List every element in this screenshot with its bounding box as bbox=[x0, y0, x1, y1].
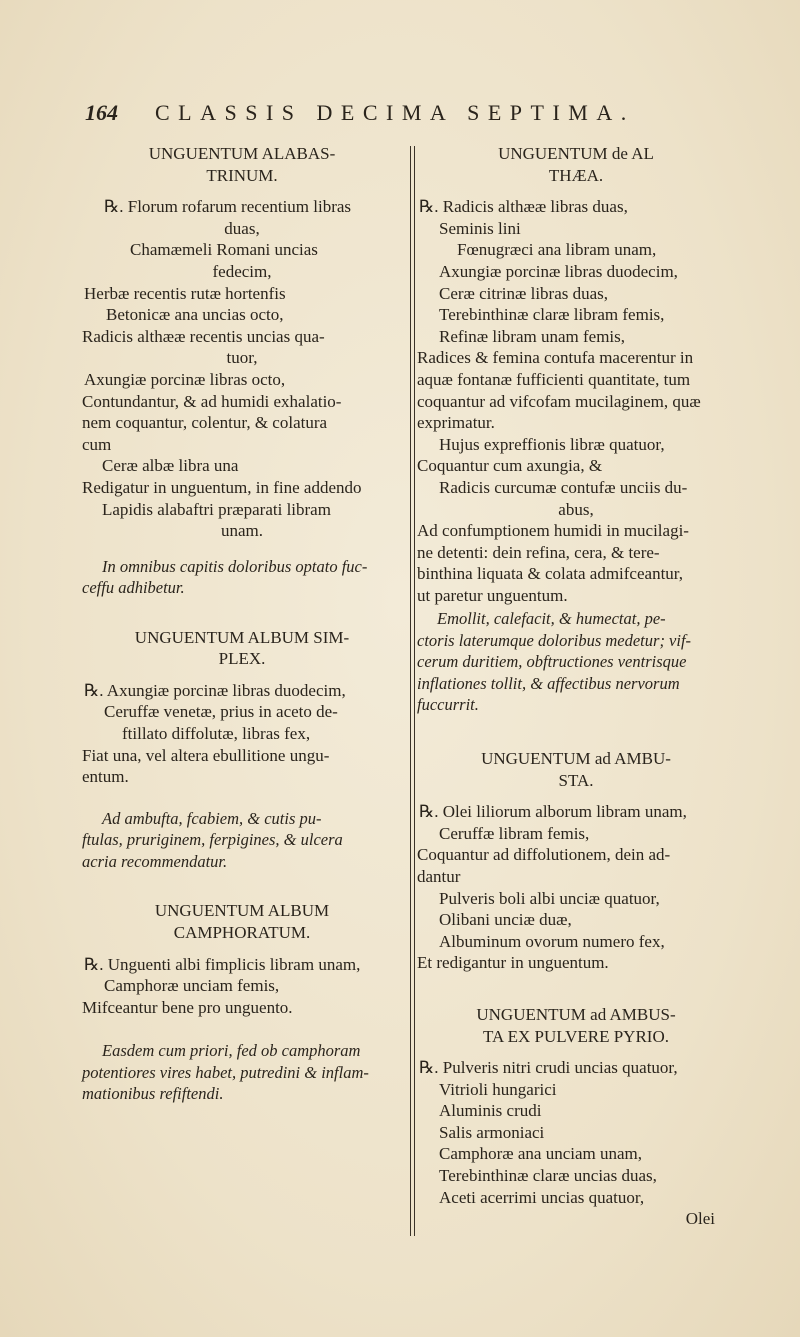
column-divider-line bbox=[410, 146, 411, 1236]
note-album-simplex: Ad ambufta, fcabiem, & cutis pu- ftulas, pruriginem, ferpigines, & ulcera acria recommendatur. bbox=[82, 808, 343, 871]
section-heading-ad-ambusta: UNGUENTUM ad AMBU- STA. bbox=[481, 748, 671, 790]
recipe-album-simplex: ℞. Axungiæ porcinæ libras duodecim, Ceruffæ venetæ, prius in aceto de- ftillato diffolutæ, libras fex, Fiat una, vel altera ebullitione ungu- entum. bbox=[82, 680, 346, 787]
note-alabastrinum: In omnibus capitis doloribus optato fuc- ceffu adhibetur. bbox=[82, 556, 368, 598]
note-album-camphoratum: Easdem cum priori, fed ob camphoram potentiores vires habet, putredini & inflam- mationibus refiftendi. bbox=[82, 1041, 369, 1104]
recipe-alabastrinum: ℞. Florum rofarum recentium libras duas, Chamæmeli Romani uncias fedecim, Herbæ recentis rutæ hortenfis Betonicæ ana uncias octo, Radicis althææ recentis uncias qua- tuor, Axungiæ porcinæ libras octo, Contundantur, & ad humidi exhalatio- nem coquantur, colentur, & colatura cum Ceræ albæ libra una Redigatur in unguentum, in fine addendo Lapidis alabaftri præparati libram unam. bbox=[82, 197, 362, 541]
section-heading-album-camphoratum: UNGUENTUM ALBUM CAMPHORATUM. bbox=[154, 901, 330, 942]
right-column bbox=[417, 143, 735, 1230]
page-number: 164 bbox=[85, 100, 118, 125]
recipe-ad-ambusta-ex-pulvere: ℞. Pulveris nitri crudi uncias quatuor, Vitrioli hungarici Aluminis crudi Salis armoniaci Camphoræ ana unciam unam, Terebinthinæ claræ uncias duas, Aceti acerrimi uncias quatuor, Olei bbox=[419, 1058, 715, 1229]
column-divider-line-2 bbox=[414, 146, 415, 1236]
recipe-de-althaea: ℞. Radicis althææ libras duas, Seminis lini Fœnugræci ana libram unam, Axungiæ porcinæ libras duodecim, Ceræ citrinæ libras duas, Terebinthinæ claræ libram femis, Refinæ libram unam femis, Radices & femina contufa macerentur in aquæ fontanæ fufficienti quantitate, tum coquantur ad vifcofam mucilaginem, quæ exprimatur. Hujus expreffionis libræ quatuor, Coquantur cum axungia, & Radicis curcumæ contufæ unciis du- abus, Ad confumptionem humidi in mucilagi- ne detenti: dein refina, cera, & tere- binthina liquata & colata admifceantur, ut paretur unguentum. bbox=[417, 197, 701, 605]
section-heading-album-simplex: UNGUENTUM ALBUM SIM- PLEX. bbox=[134, 627, 350, 669]
running-title: CLASSIS DECIMA SEPTIMA. bbox=[155, 100, 635, 125]
section-heading-de-althaea: UNGUENTUM de AL THÆA. bbox=[498, 144, 654, 185]
note-de-althaea: Emollit, calefacit, & humectat, pe- ctoris laterumque doloribus medetur; vif- cerum duritiem, obftructiones ventrisque inflationes tollit, & affectibus nervorum fuccurrit. bbox=[417, 609, 692, 715]
running-head bbox=[85, 100, 725, 130]
section-heading-alabastrinum: UNGUENTUM ALABAS- TRINUM. bbox=[148, 144, 336, 185]
section-heading-ad-ambusta-ex-pulvere: UNGUENTUM ad AMBUS- TA EX PULVERE PYRIO. bbox=[476, 1004, 676, 1046]
left-column bbox=[82, 143, 402, 1105]
recipe-ad-ambusta: ℞. Olei liliorum alborum libram unam, Ceruffæ libram femis, Coquantur ad diffolutionem, dein ad- dantur Pulveris boli albi unciæ quatuor, Olibani unciæ duæ, Albuminum ovorum numero fex, Et redigantur in unguentum. bbox=[417, 802, 687, 973]
recipe-album-camphoratum: ℞. Unguenti albi fimplicis libram unam, Camphoræ unciam femis, Mifceantur bene pro unguento. bbox=[82, 954, 361, 1017]
